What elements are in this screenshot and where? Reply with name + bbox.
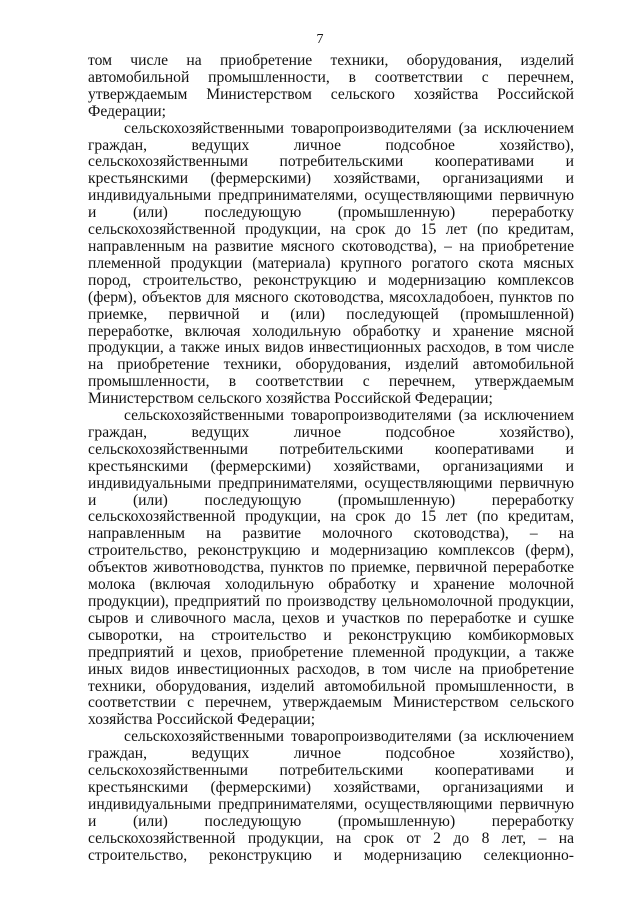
paragraph-dairy-cattle-credits: сельскохозяйственными товаропроизводителями (за исключением граждан, ведущих личное подсобное хозяйство), сельскохозяйственными потребительскими кооперативами и крестьянскими (фермерскими) хозяйствами, организациями и индивидуальными предпринимателями, осуществляющими первичную и (или) последующую (промышленную) переработку сельскохозяйственной продукции, на срок до 15 лет (по кредитам, направленным на развитие молочного скотоводства), – на строительство, реконструкцию и модернизацию комплексов (ферм), объектов животноводства, пунктов по приемке, первичной переработке молока (включая холодильную обработку и хранение молочной продукции), предприятий по производству цельномолочной продукции, сыров и сливочного масла, цехов и участков по переработке и сушке сыворотки, на строительство и реконструкцию комбикормовых предприятий и цехов, приобретение племенной продукции, а также иных видов инвестиционных расходов, в том числе на приобретение техники, оборудования, изделий автомобильной промышленности, в соответствии с перечнем, утверждаемым Министерством сельского хозяйства Российской Федерации;	[88, 407, 574, 729]
document-body	[88, 53, 574, 865]
paragraph-continuation: том числе на приобретение техники, оборудования, изделий автомобильной промышленности, в соответствии с перечнем, утверждаемым Министерством сельского хозяйства Российской Федерации;	[88, 52, 574, 120]
paragraph-short-term-credits: сельскохозяйственными товаропроизводителями (за исключением граждан, ведущих личное подсобное хозяйство), сельскохозяйственными потребительскими кооперативами и крестьянскими (фермерскими) хозяйствами, организациями и индивидуальными предпринимателями, осуществляющими первичную и (или) последующую (промышленную) переработку сельскохозяйственной продукции, на срок от 2 до 8 лет, – на строительство, реконструкцию и модернизацию селекционно-	[88, 728, 574, 864]
page-number: 7	[316, 32, 324, 47]
paragraph-meat-cattle-credits: сельскохозяйственными товаропроизводителями (за исключением граждан, ведущих личное подсобное хозяйство), сельскохозяйственными потребительскими кооперативами и крестьянскими (фермерскими) хозяйствами, организациями и индивидуальными предпринимателями, осуществляющими первичную и (или) последующую (промышленную) переработку сельскохозяйственной продукции, на срок до 15 лет (по кредитам, направленным на развитие мясного скотоводства), – на приобретение племенной продукции (материала) крупного рогатого скота мясных пород, строительство, реконструкцию и модернизацию комплексов (ферм), объектов для мясного скотоводства, мясохладобоен, пунктов по приемке, первичной и (или) последующей (промышленной) переработке, включая холодильную обработку и хранение мясной продукции, а также иных видов инвестиционных расходов, в том числе на приобретение техники, оборудования, изделий автомобильной промышленности, в соответствии с перечнем, утверждаемым Министерством сельского хозяйства Российской Федерации;	[88, 119, 574, 408]
